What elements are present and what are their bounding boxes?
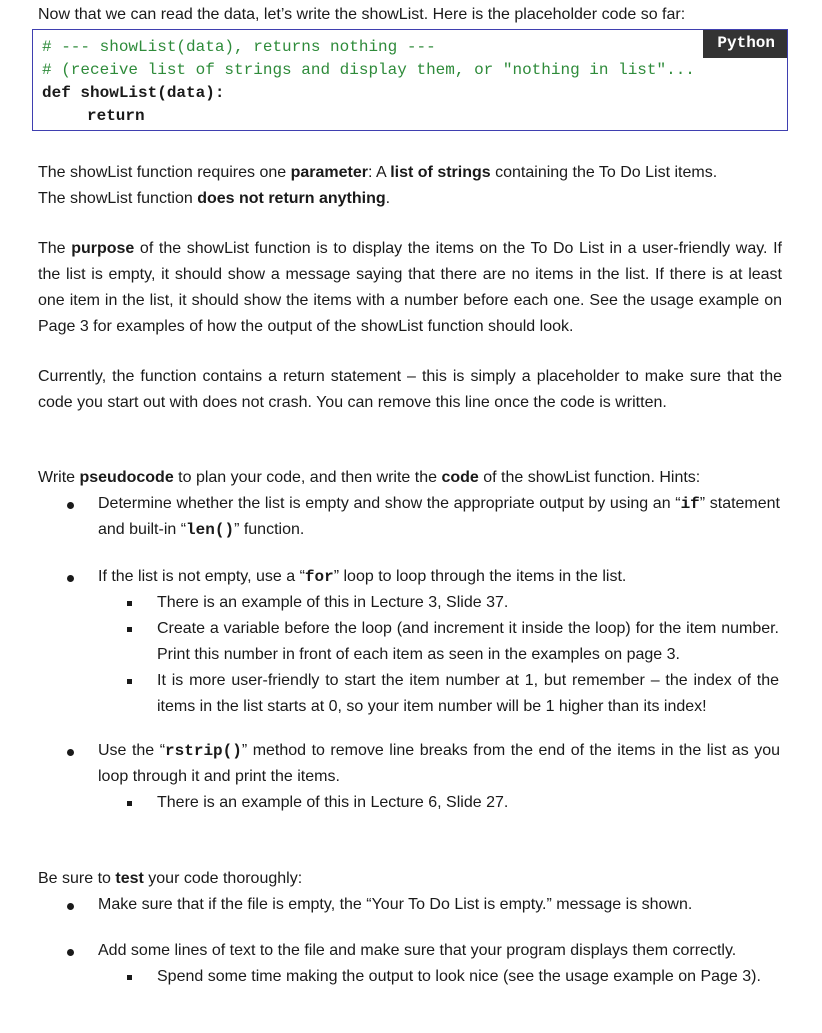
square-bullet-icon: [127, 975, 132, 980]
purpose-paragraph: The purpose of the showList function is to display the items on the To Do List in a user-friendly way. If the list is empty, it should show a message saying that there are no items in the list. If there is at least one item in the list, it should show the items with a number before each one. See the usage example on Page 3 for examples of how the output of the showList function should look.: [38, 240, 782, 335]
language-label: Python: [703, 30, 787, 58]
square-bullet-icon: [127, 801, 132, 806]
code-block: [32, 29, 788, 131]
hint-rstrip: Use the “rstrip()” method to remove line breaks from the end of the items in the list as you loop through it and print the items.: [98, 742, 780, 785]
parameter-paragraph: The showList function requires one parameter: A list of strings containing the To Do List items. The showList function does not return anything.: [38, 164, 718, 207]
square-bullet-icon: [127, 601, 132, 606]
code-return-line: return: [87, 107, 145, 125]
bullet-icon: [67, 903, 74, 910]
bullet-icon: [67, 502, 74, 509]
testing-paragraph: Be sure to test your code thoroughly:: [38, 870, 303, 887]
hint-for-sub-1: There is an example of this in Lecture 3, Slide 37.: [157, 594, 509, 611]
code-def-line: def showList(data):: [42, 84, 225, 102]
bullet-icon: [67, 575, 74, 582]
code-comment-line: # --- showList(data), returns nothing ---: [42, 38, 436, 56]
hint-for-sub-2: Create a variable before the loop (and increment it inside the loop) for the item number. Print this number in front of each item as seen in the examples on page 3.: [157, 620, 779, 663]
test-add-lines-sub: Spend some time making the output to look nice (see the usage example on Page 3).: [157, 968, 761, 985]
hint-for-loop: If the list is not empty, use a “for” loop to loop through the items in the list.: [98, 568, 627, 586]
code-comment-line: # (receive list of strings and display them, or "nothing in list"...: [42, 61, 695, 79]
test-add-lines: Add some lines of text to the file and make sure that your program displays them correctly.: [98, 942, 737, 959]
hints-intro-paragraph: Write pseudocode to plan your code, and then write the code of the showList function. Hints:: [38, 469, 701, 486]
return-placeholder-paragraph: Currently, the function contains a return statement – this is simply a placeholder to make sure that the code you start out with does not crash. You can remove this line once the code is written.: [38, 368, 782, 411]
hint-rstrip-sub: There is an example of this in Lecture 6, Slide 27.: [157, 794, 509, 811]
hint-for-sub-3: It is more user-friendly to start the item number at 1, but remember – the index of the items in the list starts at 0, so your item number will be 1 higher than its index!: [157, 672, 779, 715]
bullet-icon: [67, 949, 74, 956]
square-bullet-icon: [127, 627, 132, 632]
test-empty-file: Make sure that if the file is empty, the “Your To Do List is empty.” message is shown.: [98, 896, 693, 913]
bullet-icon: [67, 749, 74, 756]
square-bullet-icon: [127, 679, 132, 684]
intro-text: Now that we can read the data, let’s write the showList. Here is the placeholder code so far:: [38, 6, 686, 23]
hint-if-len: Determine whether the list is empty and show the appropriate output by using an “if” statement and built-in “len()” function.: [98, 495, 781, 539]
